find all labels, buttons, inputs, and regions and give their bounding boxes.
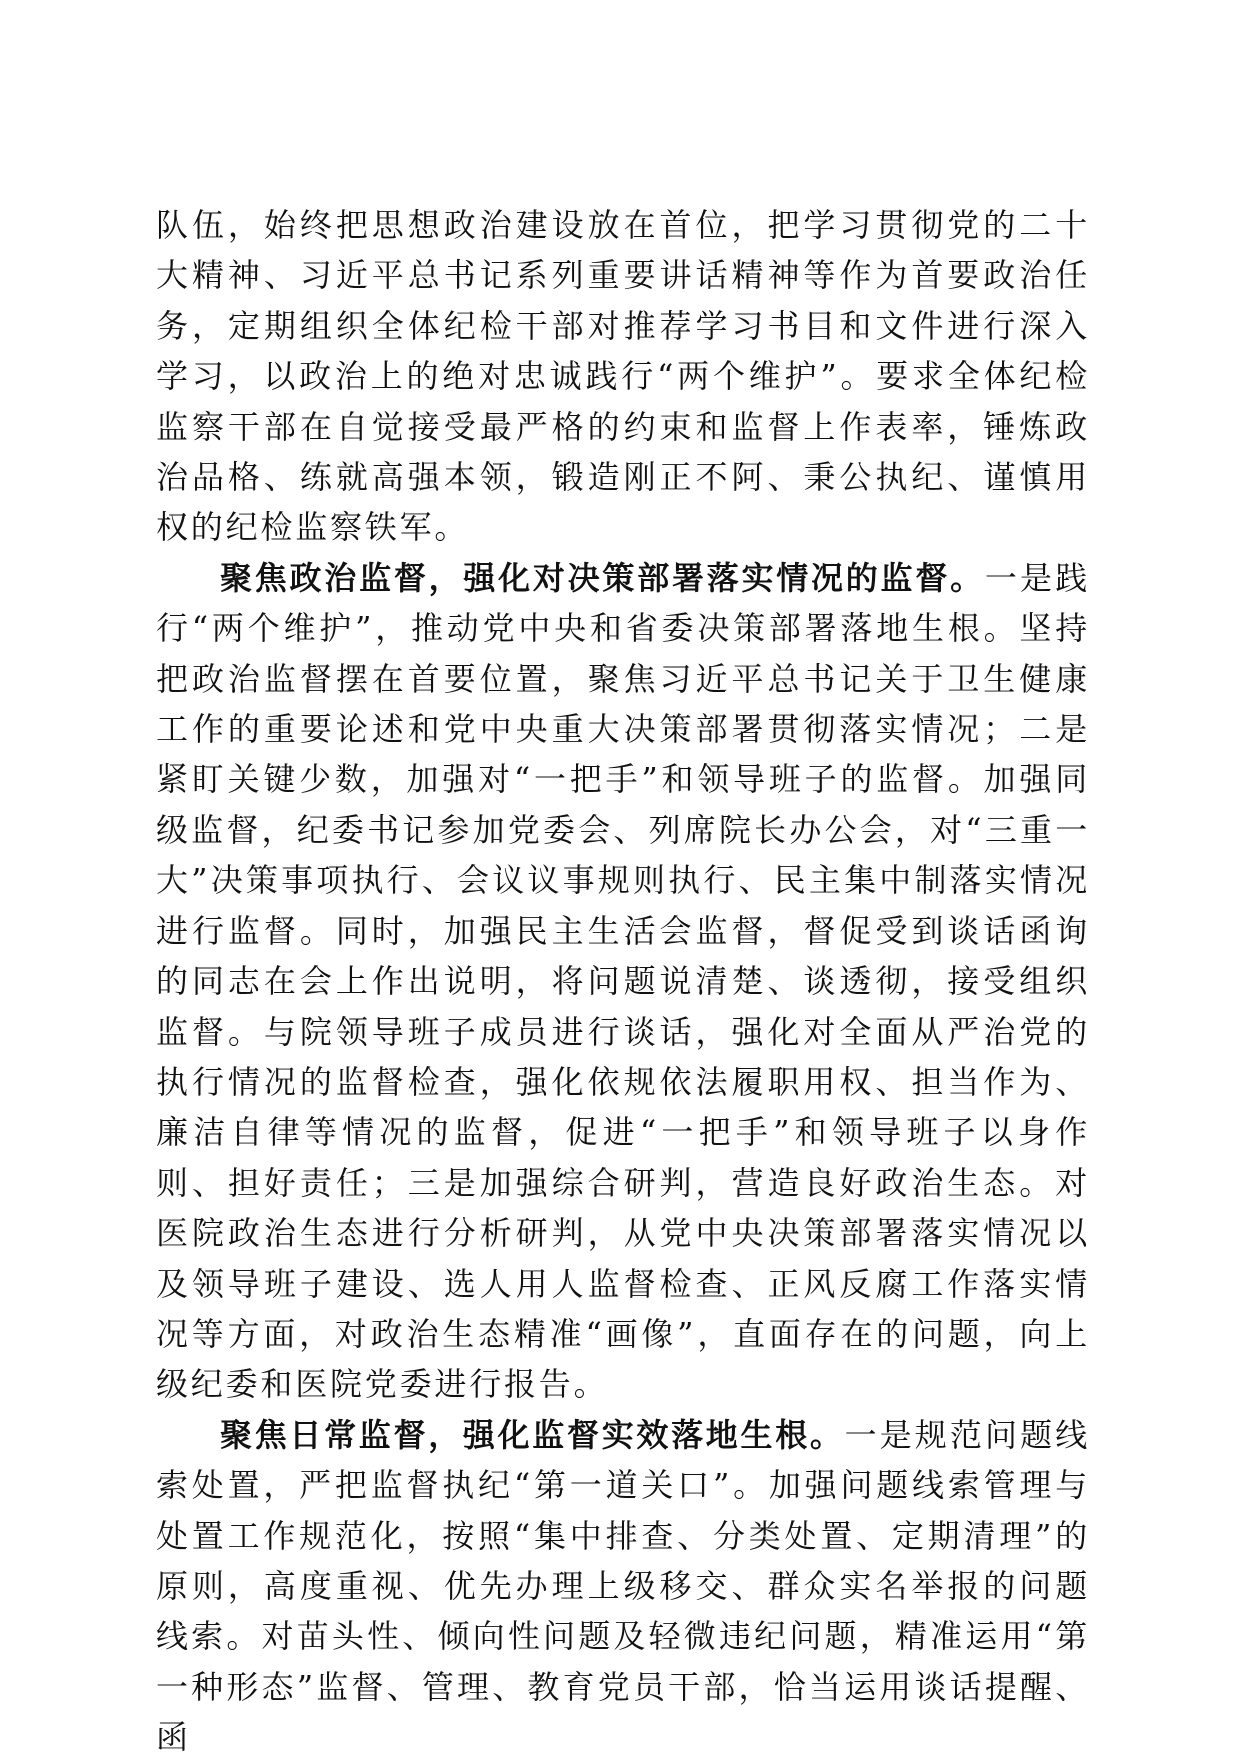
paragraph-text: 队伍，始终把思想政治建设放在首位，把学习贯彻党的二十大精神、习近平总书记系列重要讲话精神等作为首要政治任务，定期组织全体纪检干部对推荐学习书目和文件进行深入学习，以政治上的绝对忠诚践行“两个维护”。要求全体纪检监察干部在自觉接受最严格的约束和监督上作表率，锤炼政治品格、练就高强本领，锻造刚正不阿、秉公执纪、谨慎用权的纪检监察铁军。 — [156, 206, 1090, 547]
paragraph-text: 一是践行“两个维护”，推动党中央和省委决策部署落地生根。坚持把政治监督摆在首要位置，聚焦习近平总书记关于卫生健康工作的重要论述和党中央重大决策部署贯彻落实情况；二是紧盯关键少数，加强对“一把手”和领导班子的监督。加强同级监督，纪委书记参加党委会、列席院长办公会，对“三重一大”决策事项执行、会议议事规则执行、民主集中制落实情况进行监督。同时，加强民主生活会监督，督促受到谈话函询的同志在会上作出说明，将问题说清楚、谈透彻，接受组织监督。与院领导班子成员进行谈话，强化对全面从严治党的执行情况的监督检查，强化依规依法履职用权、担当作为、廉洁自律等情况的监督，促进“一把手”和领导班子以身作则、担好责任；三是加强综合研判，营造良好政治生态。对医院政治生态进行分析研判，从党中央决策部署落实情况以及领导班子建设、选人用人监督检查、正风反腐工作落实情况等方面，对政治生态精准“画像”，直面存在的问题，向上级纪委和医院党委进行报告。 — [156, 558, 1090, 1404]
paragraph-text: 一是规范问题线索处置，严把监督执纪“第一道关口”。加强问题线索管理与处置工作规范化，按照“集中排查、分类处置、定期清理”的原则，高度重视、优先办理上级移交、群众实名举报的问题线索。对苗头性、倾向性问题及轻微违纪问题，精准运用“第一种形态”监督、管理、教育党员干部，恰当运用谈话提醒、函 — [156, 1415, 1090, 1757]
paragraph-daily-supervision — [156, 1410, 1090, 1763]
document-body — [156, 200, 1090, 1763]
paragraph-continuation — [156, 200, 1090, 553]
paragraph-political-supervision — [156, 553, 1090, 1410]
paragraph-lead-heading: 聚焦政治监督，强化对决策部署落实情况的监督。 — [220, 558, 985, 597]
paragraph-lead-heading: 聚焦日常监督，强化监督实效落地生根。 — [220, 1415, 845, 1454]
